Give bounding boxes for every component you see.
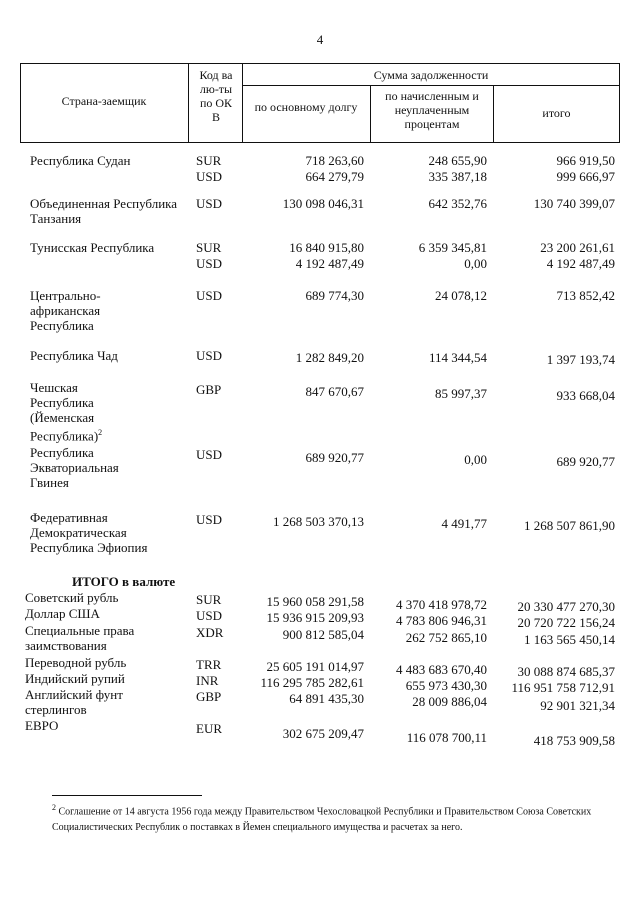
row-principal: 847 670,67 [305, 384, 364, 399]
totals-code: GBP [196, 689, 222, 704]
row-code: USD [196, 196, 223, 211]
row-interest: 4 491,77 [441, 516, 487, 531]
row-total: 966 919,50 [556, 153, 615, 168]
totals-interest: 262 752 865,10 [405, 630, 487, 645]
totals-principal: 25 605 191 014,97 [266, 659, 364, 674]
row-code: USD [196, 447, 223, 462]
row-principal: 689 920,77 [305, 450, 364, 465]
row-interest: 24 078,12 [435, 288, 487, 303]
row-code: USD [196, 512, 223, 527]
row-total: 999 666,97 [556, 169, 615, 184]
row-code: SUR [196, 240, 222, 255]
totals-currency-name: ЕВРО [25, 718, 59, 733]
row-interest: 6 359 345,81 [418, 240, 487, 255]
header-principal: по основному долгу [254, 100, 358, 114]
row-country-name: Объединенная Республика Танзания [30, 196, 178, 226]
row-country-name: Федеративная Демократическая Республика Эфиопия [30, 510, 148, 555]
totals-currency-name: Переводной рубль [25, 655, 127, 670]
row-total: 713 852,42 [556, 288, 615, 303]
row-total: 1 268 507 861,90 [524, 518, 615, 533]
totals-principal: 302 675 209,47 [282, 726, 364, 741]
row-interest: 248 655,90 [428, 153, 487, 168]
totals-principal: 900 812 585,04 [282, 627, 364, 642]
totals-code: TRR [196, 657, 222, 672]
totals-code: SUR [196, 592, 222, 607]
row-total: 130 740 399,07 [533, 196, 615, 211]
row-code: SUR [196, 153, 222, 168]
totals-total: 116 951 758 712,91 [511, 680, 615, 695]
totals-code: USD [196, 608, 223, 623]
totals-interest: 116 078 700,11 [406, 730, 487, 745]
totals-total: 1 163 565 450,14 [524, 632, 615, 647]
row-country-name: Республика Судан [30, 153, 131, 168]
row-total: 1 397 193,74 [546, 352, 615, 367]
row-principal: 4 192 487,49 [295, 256, 364, 271]
row-principal: 1 282 849,20 [295, 350, 364, 365]
totals-interest: 4 483 683 670,40 [396, 662, 487, 677]
header-country: Страна-заемщик [61, 94, 147, 108]
row-interest: 85 997,37 [435, 386, 487, 401]
totals-principal: 116 295 785 282,61 [260, 675, 364, 690]
footnote-text: Соглашение от 14 августа 1956 года между Правительством Чехословацкой Республики и Правительством Союза Советских Социалистических Республик о поставках в Йемен специального имущества и расчетах за него. [52, 806, 592, 834]
totals-principal: 64 891 435,30 [289, 691, 364, 706]
row-principal: 130 098 046,31 [282, 196, 364, 211]
row-country-name: Республика Экваториальная Гвинея [30, 445, 119, 490]
totals-currency-name: Специальные права заимствования [25, 623, 135, 653]
row-interest: 0,00 [464, 452, 487, 467]
totals-code: XDR [196, 625, 224, 640]
header-total: итого [542, 106, 571, 120]
totals-code: INR [196, 673, 219, 688]
header-debt-total: Сумма задолженности [373, 68, 489, 82]
row-total: 4 192 487,49 [546, 256, 615, 271]
row-principal: 718 263,60 [305, 153, 364, 168]
row-principal: 1 268 503 370,13 [273, 514, 364, 529]
row-code: USD [196, 348, 223, 363]
row-code: USD [196, 288, 223, 303]
totals-currency-name: Индийский рупий [25, 671, 125, 686]
totals-interest: 28 009 886,04 [412, 694, 487, 709]
row-code: GBP [196, 382, 222, 397]
totals-principal: 15 960 058 291,58 [266, 594, 364, 609]
row-country-name: Республика Чад [30, 348, 118, 363]
row-total: 23 200 261,61 [540, 240, 615, 255]
row-interest: 335 387,18 [428, 169, 487, 184]
row-country-name: Тунисская Республика [30, 240, 155, 255]
totals-total: 20 330 477 270,30 [517, 599, 615, 614]
totals-currency-name: Доллар США [25, 606, 100, 621]
header-divider [188, 63, 189, 142]
row-country-name: Центрально-африканская Республика [30, 288, 101, 333]
totals-total: 30 088 874 685,37 [517, 664, 615, 679]
row-principal: 664 279,79 [305, 169, 364, 184]
row-code: USD [196, 256, 223, 271]
header-divider [370, 85, 371, 142]
totals-interest: 4 370 418 978,72 [396, 597, 487, 612]
row-code: USD [196, 169, 223, 184]
header-interest: по начисленным и неуплаченным процентам [385, 89, 479, 131]
totals-currency-name: Советский рубль [25, 590, 119, 605]
header-divider [242, 85, 619, 86]
row-interest: 642 352,76 [428, 196, 487, 211]
row-principal: 689 774,30 [305, 288, 364, 303]
row-country-name [30, 380, 140, 443]
totals-total: 92 901 321,34 [540, 698, 615, 713]
totals-interest: 655 973 430,30 [405, 678, 487, 693]
totals-currency-name: Английский фунт стерлингов [25, 687, 123, 717]
totals-code: EUR [196, 721, 222, 736]
totals-title: ИТОГО в валюте [72, 574, 176, 589]
row-interest: 0,00 [464, 256, 487, 271]
totals-total: 418 753 909,58 [533, 733, 615, 748]
row-total: 689 920,77 [556, 454, 615, 469]
footnote [52, 800, 592, 836]
row-country-name-text: Чешская Республика (Йеменская Республика) [30, 380, 99, 444]
header-code: Код валю-ты по ОКВ [199, 68, 233, 124]
totals-principal: 15 936 915 209,93 [266, 610, 364, 625]
row-principal: 16 840 915,80 [289, 240, 364, 255]
totals-interest: 4 783 806 946,31 [396, 613, 487, 628]
footnote-ref: 2 [98, 428, 103, 437]
page-number: 4 [316, 32, 324, 47]
footnote-separator [52, 795, 202, 796]
footnote-mark: 2 [52, 803, 56, 812]
row-interest: 114 344,54 [428, 350, 487, 365]
totals-total: 20 720 722 156,24 [517, 615, 615, 630]
row-total: 933 668,04 [556, 388, 615, 403]
